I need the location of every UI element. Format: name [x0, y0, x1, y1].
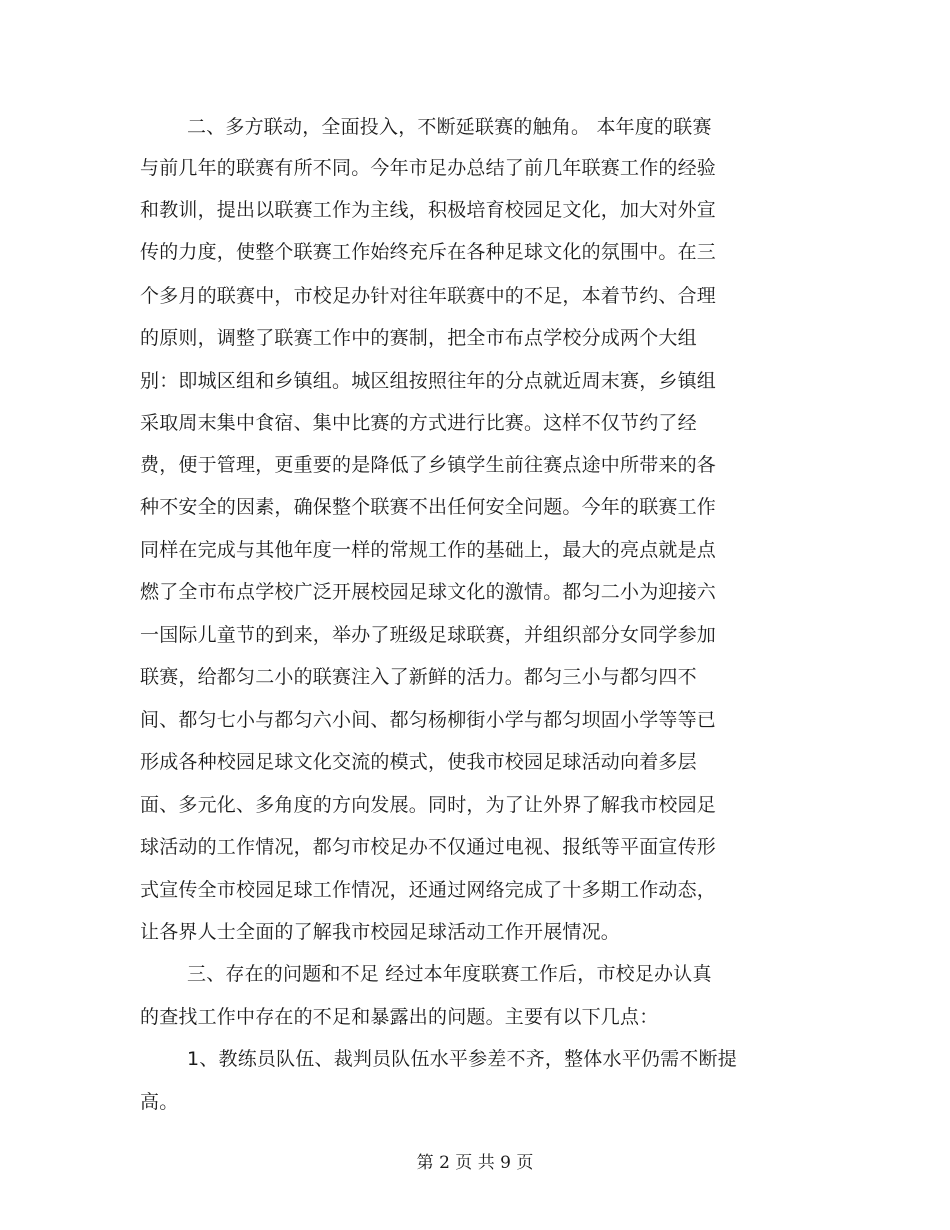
page-number-footer: 第 2 页 共 9 页 — [416, 1153, 534, 1173]
body-line: 采取周末集中食宿、集中比赛的方式进行比赛。这样不仅节约了经 — [140, 412, 697, 434]
body-line: 面、多元化、多角度的方向发展。同时，为了让外界了解我市校园足 — [140, 794, 717, 816]
body-line: 的原则，调整了联赛工作中的赛制，把全市布点学校分成两个大组 — [140, 327, 697, 349]
body-line: 的查找工作中存在的不足和暴露出的问题。主要有以下几点： — [140, 1006, 659, 1028]
body-line: 费，便于管理，更重要的是降低了乡镇学生前往赛点途中所带来的各 — [140, 454, 717, 476]
body-line: 同样在完成与其他年度一样的常规工作的基础上，最大的亮点就是点 — [140, 539, 717, 561]
body-line: 和教训，提出以联赛工作为主线，积极培育校园足文化，加大对外宣 — [140, 199, 717, 221]
body-line: 让各界人士全面的了解我市校园足球活动工作开展情况。 — [140, 921, 621, 943]
body-line: 别：即城区组和乡镇组。城区组按照往年的分点就近周末赛，乡镇组 — [140, 370, 717, 392]
body-line: 球活动的工作情况，都匀市校足办不仅通过电视、报纸等平面宣传形 — [140, 836, 717, 858]
body-line: 燃了全市布点学校广泛开展校园足球文化的激情。都匀二小为迎接六 — [140, 581, 717, 603]
body-line: 个多月的联赛中，市校足办针对往年联赛中的不足，本着节约、合理 — [140, 285, 717, 307]
body-line: 联赛，给都匀二小的联赛注入了新鲜的活力。都匀三小与都匀四不 — [140, 666, 697, 688]
body-line: 与前几年的联赛有所不同。今年市足办总结了前几年联赛工作的经验 — [140, 157, 717, 179]
body-line: 式宣传全市校园足球工作情况，还通过网络完成了十多期工作动态， — [140, 879, 717, 901]
body-line: 一国际儿童节的到来，举办了班级足球联赛，并组织部分女同学参加 — [140, 624, 717, 646]
section-heading-line: 三、存在的问题和不足 经过本年度联赛工作后，市校足办认真 — [187, 963, 712, 985]
body-line: 二、多方联动，全面投入，不断延联赛的触角。 本年度的联赛 — [187, 116, 712, 138]
body-line: 种不安全的因素，确保整个联赛不出任何安全问题。今年的联赛工作 — [140, 496, 717, 518]
body-line: 间、都匀七小与都匀六小间、都匀杨柳街小学与都匀坝固小学等等已 — [140, 709, 717, 731]
list-item-line: 1、教练员队伍、裁判员队伍水平参差不齐，整体水平仍需不断提 — [187, 1048, 737, 1070]
body-line: 形成各种校园足球文化交流的模式，使我市校园足球活动向着多层 — [140, 751, 697, 773]
body-line: 高。 — [140, 1091, 179, 1113]
body-line: 传的力度，使整个联赛工作始终充斥在各种足球文化的氛围中。在三 — [140, 241, 717, 263]
